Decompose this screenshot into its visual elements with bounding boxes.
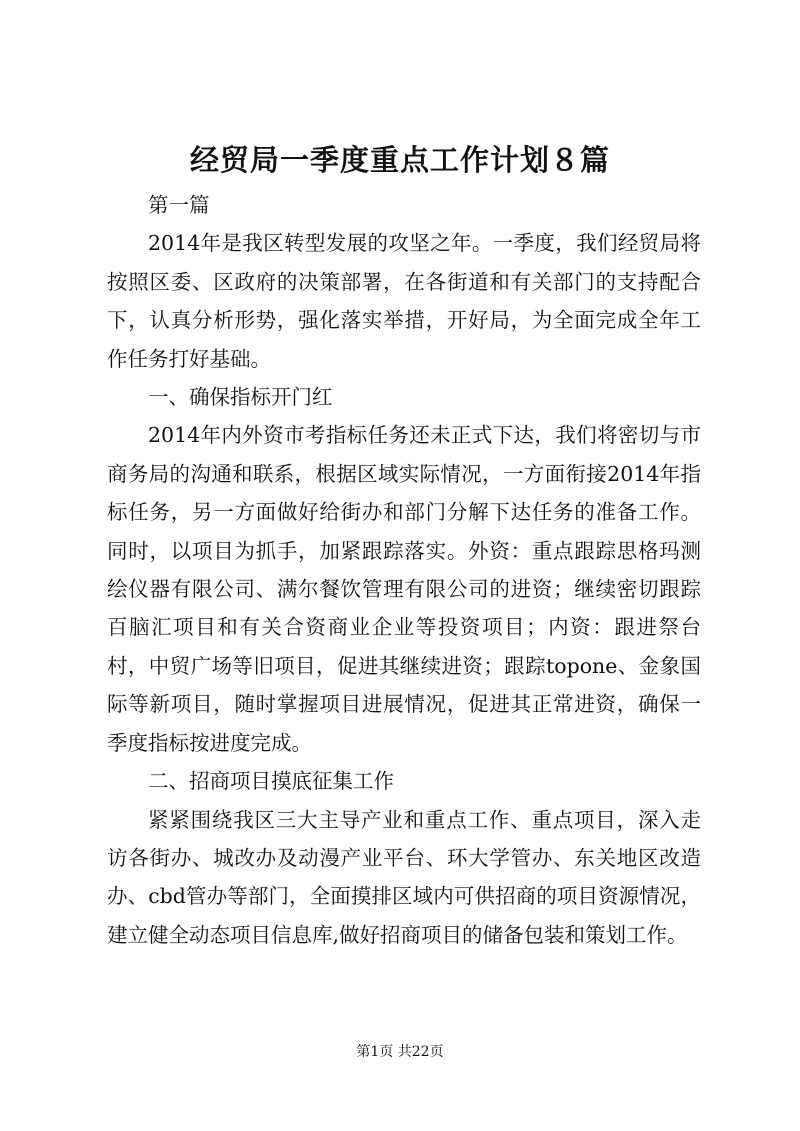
section-heading-indicators: 一、确保指标开门红: [148, 385, 333, 410]
body-paragraph: 2014年内外资市考指标任务还未正式下达，我们将密切与市商务局的沟通和联系，根据区域实际情况，一方面衔接2014年指标任务，另一方面做好给街办和部门分解下达任务的准备工作。同时，以项目为抓手，加紧跟踪落实。外资：重点跟踪思格玛测绘仪器有限公司、满尔餐饮管理有限公司的进资；继续密切跟踪百脑汇项目和有关合资商业企业等投资项目；内资：跟进祭台村，中贸广场等旧项目，促进其继续进资；跟踪topone、金象国际等新项目，随时掌握项目进展情况，促进其正常进资，确保一季度指标按进度完成。: [107, 423, 701, 755]
body-paragraph: 2014年是我区转型发展的攻坚之年。一季度，我们经贸局将按照区委、区政府的决策部署，在各街道和有关部门的支持配合下，认真分析形势，强化落实举措，开好局，为全面完成全年工作任务打好基础。: [107, 231, 701, 371]
section-heading-investment-projects: 二、招商项目摸底征集工作: [148, 769, 394, 794]
body-paragraph: 紧紧围绕我区三大主导产业和重点工作、重点项目，深入走访各街办、城改办及动漫产业平台、环大学管办、东关地区改造办、cbd管办等部门，全面摸排区域内可供招商的项目资源情况，建立健全动态项目信息库,做好招商项目的储备包装和策划工作。: [107, 807, 701, 947]
page-number-footer: 第1页 共22页: [356, 1044, 444, 1060]
document-body: [107, 186, 701, 954]
section-heading-part-one: 第一篇: [148, 193, 210, 217]
document-title: 经贸局一季度重点工作计划８篇: [189, 143, 610, 177]
